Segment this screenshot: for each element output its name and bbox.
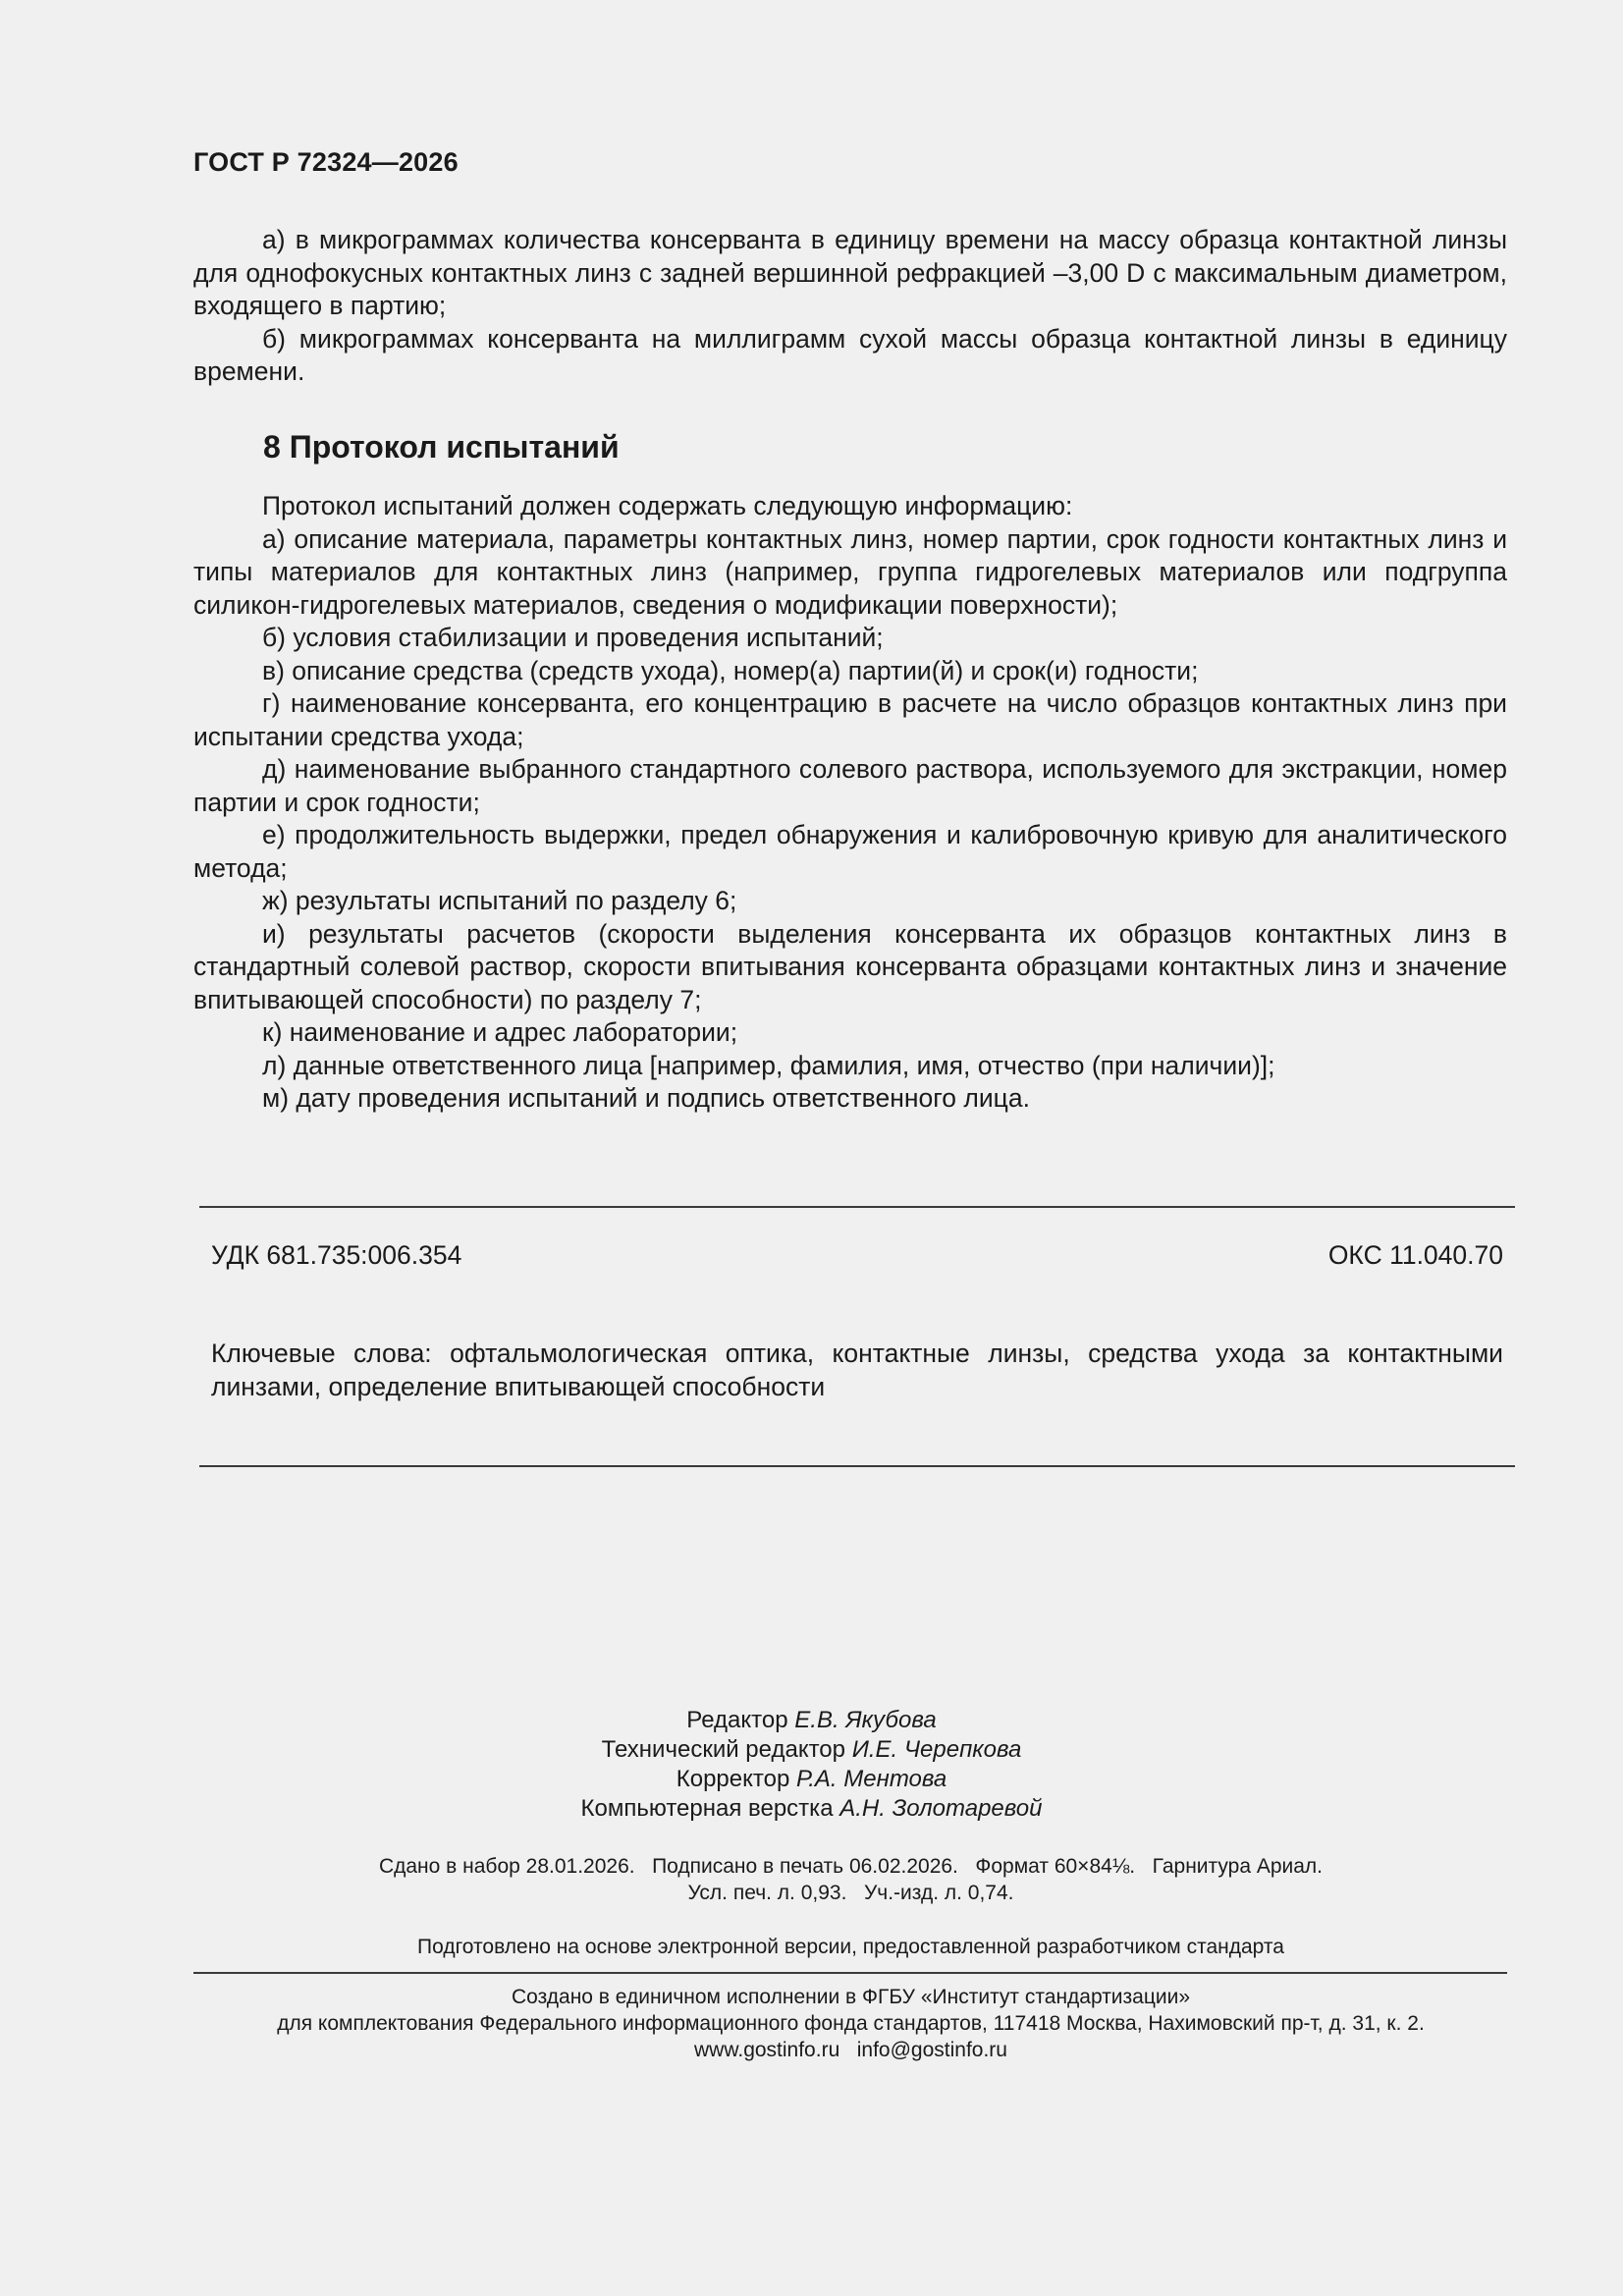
protocol-lead: Протокол испытаний должен содержать следующую информацию: — [262, 491, 1073, 520]
credits-block — [0, 1706, 1623, 1824]
oks-code: ОКС 11.040.70 — [1327, 1240, 1503, 1270]
protocol-item: е) продолжительность выдержки, предел обнаружения и калибровочную кривую для аналитического метода; — [193, 820, 1507, 883]
protocol-item: в) описание средства (средств ухода), номер(а) партии(й) и срок(и) годности; — [262, 655, 1199, 685]
footer-line: для комплектования Федерального информационного фонда стандартов, 117418 Москва, Нахимовский пр-т, д. 31, к. 2. — [277, 2012, 1425, 2035]
credit-line — [0, 1706, 1623, 1735]
credit-role: Редактор — [686, 1707, 788, 1733]
keywords: Ключевые слова: офтальмологическая оптика, контактные линзы, средства ухода за контактными линзами, определение впитывающей способности — [211, 1339, 1503, 1401]
standard-code: ГОСТ Р 72324—2026 — [193, 147, 459, 177]
protocol-item: к) наименование и адрес лаборатории; — [262, 1017, 738, 1047]
imprint-block — [0, 1853, 1623, 1906]
credit-role: Технический редактор — [601, 1736, 846, 1763]
imprint-line: Усл. печ. л. 0,93. Уч.-изд. л. 0,74. — [687, 1882, 1014, 1904]
credit-name: А.Н. Золотаревой — [839, 1795, 1043, 1822]
credit-name: И.Е. Черепкова — [851, 1736, 1022, 1763]
credit-name: Р.А. Ментова — [795, 1766, 947, 1792]
protocol-item: г) наименование консерванта, его концентрацию в расчете на число образцов контактных линз при испытании средства ухода; — [193, 688, 1507, 751]
credit-line — [0, 1735, 1623, 1765]
protocol-item: м) дату проведения испытаний и подпись ответственного лица. — [262, 1083, 1030, 1113]
protocol-list — [193, 490, 1507, 1116]
protocol-item: ж) результаты испытаний по разделу 6; — [262, 886, 737, 915]
protocol-item: л) данные ответственного лица [например, фамилия, имя, отчество (при наличии)]; — [262, 1050, 1275, 1080]
protocol-item: б) условия стабилизации и проведения испытаний; — [262, 623, 884, 652]
divider-bottom — [199, 1465, 1515, 1467]
imprint-line: Сдано в набор 28.01.2026. Подписано в печать 06.02.2026. Формат 60×84⅛. Гарнитура Ариал. — [378, 1855, 1324, 1878]
credit-role: Компьютерная верстка — [580, 1795, 834, 1822]
intro-item-a: а) в микрограммах количества консерванта в единицу времени на массу образца контактной линзы для однофокусных контактных линз с задней вершинной рефракцией –3,00 D с максимальным диаметром, входящего в партию; — [193, 225, 1507, 320]
divider-footer — [193, 1972, 1507, 1974]
intro-list — [193, 224, 1507, 389]
credit-line — [0, 1765, 1623, 1794]
protocol-item: д) наименование выбранного стандартного солевого раствора, используемого для экстракции, номер партии и срок годности; — [193, 754, 1507, 817]
footer-line: www.gostinfo.ru info@gostinfo.ru — [694, 2039, 1007, 2061]
section-title: 8 Протокол испытаний — [263, 429, 620, 465]
intro-item-b: б) микрограммах консерванта на миллиграмм сухой массы образца контактной линзы в единицу времени. — [193, 323, 1507, 386]
divider-top — [199, 1206, 1515, 1208]
protocol-item: а) описание материала, параметры контактных линз, номер партии, срок годности контактных линз и типы материалов для контактных линз (например, группа гидрогелевых материалов или подгруппа силикон-гидрогелевых материалов, сведения о модификации поверхности); — [193, 523, 1507, 620]
protocol-item: и) результаты расчетов (скорости выделения консерванта их образцов контактных линз в стандартный солевой раствор, скорости впитывания консерванта образцами контактных линз и значение впитывающей способности) по разделу 7; — [193, 918, 1507, 1014]
credit-name: Е.В. Якубова — [794, 1707, 937, 1733]
prepared-note: Подготовлено на основе электронной версии, предоставленной разработчиком стандарта — [417, 1936, 1284, 1958]
udk-code: УДК 681.735:006.354 — [211, 1240, 462, 1270]
footer-block — [0, 1984, 1623, 2063]
credit-role: Корректор — [676, 1766, 790, 1792]
credit-line — [0, 1794, 1623, 1824]
footer-line: Создано в единичном исполнении в ФГБУ «Институт стандартизации» — [511, 1986, 1191, 2008]
